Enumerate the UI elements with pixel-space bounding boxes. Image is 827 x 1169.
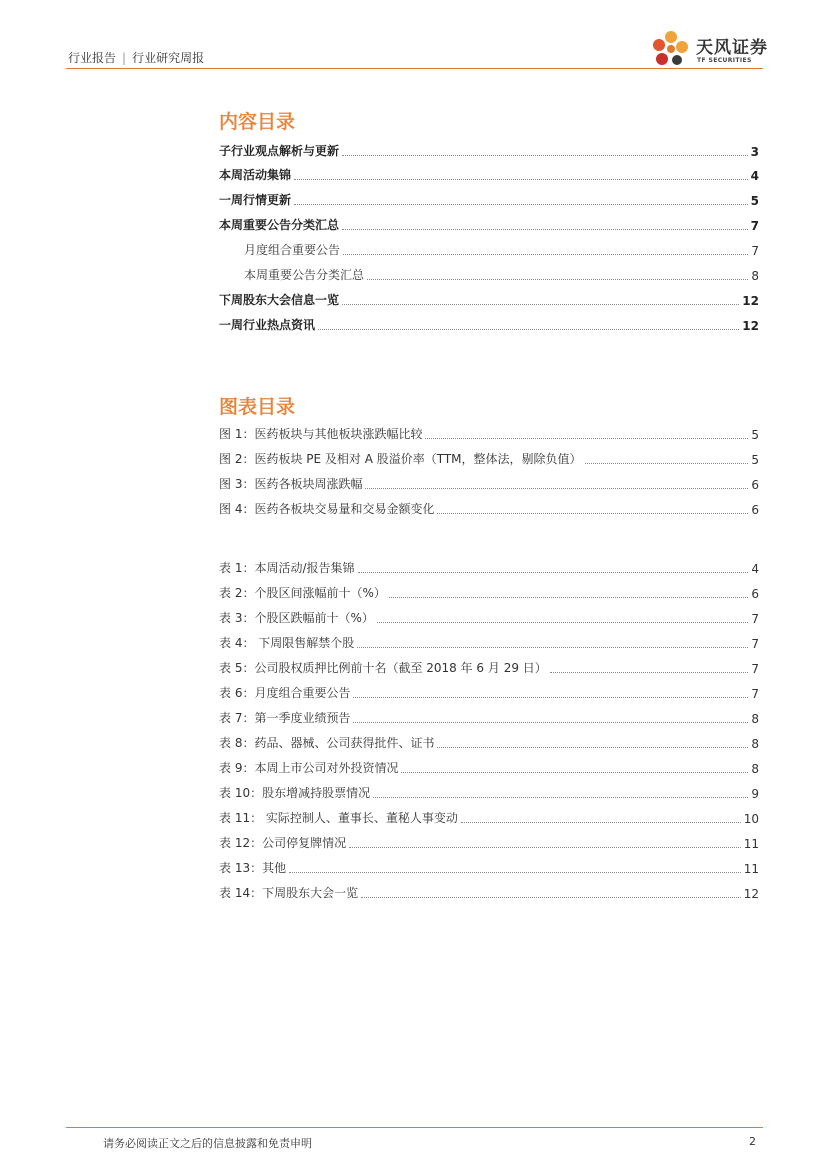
table-entry[interactable]	[219, 683, 759, 701]
table-entry-label: 表 4： 下周限售解禁个股	[219, 636, 355, 650]
figure-entry[interactable]	[219, 424, 759, 442]
toc-item[interactable]	[219, 290, 759, 308]
figures-title: 图表目录	[219, 396, 296, 418]
table-entry[interactable]	[219, 708, 759, 726]
toc-item-label: 一周行业热点资讯	[219, 318, 316, 332]
toc-item-label: 本周重要公告分类汇总	[244, 268, 365, 282]
table-entry[interactable]	[219, 833, 759, 851]
header-category: 行业报告	[68, 51, 117, 65]
toc-leader	[367, 279, 748, 280]
toc-leader	[437, 513, 748, 514]
table-entry-label: 表 12：公司停复牌情况	[219, 836, 347, 850]
page-number: 2	[749, 1135, 756, 1148]
footer-disclaimer: 请务必阅读正文之后的信息披露和免责申明	[103, 1137, 312, 1150]
table-entry-page: 4	[751, 562, 759, 576]
table-entry-label: 表 9：本周上市公司对外投资情况	[219, 761, 399, 775]
figure-entry-label: 图 4：医药各板块交易量和交易金额变化	[219, 502, 435, 516]
company-logo	[648, 29, 766, 69]
figure-entry-label: 图 3：医药各板块周涨跌幅	[219, 477, 363, 491]
toc-item[interactable]	[219, 215, 759, 233]
table-entry[interactable]	[219, 558, 759, 576]
toc-leader	[389, 597, 749, 598]
figure-entry-label: 图 1：医药板块与其他板块涨跌幅比较	[219, 427, 423, 441]
toc-subitem[interactable]	[244, 240, 759, 258]
toc-leader	[343, 254, 748, 255]
toc-item-page: 5	[750, 194, 759, 208]
table-entry[interactable]	[219, 883, 759, 901]
table-entry-page: 7	[751, 662, 759, 676]
toc-leader	[550, 672, 749, 673]
toc-leader	[358, 572, 749, 573]
toc-leader	[353, 722, 748, 723]
toc-leader	[365, 488, 748, 489]
toc-leader	[401, 772, 748, 773]
figure-entry-label: 图 2：医药板块 PE 及相对 A 股溢价率（TTM，整体法，剔除负值）	[219, 452, 582, 466]
toc-item-page: 3	[750, 145, 759, 159]
table-entry-page: 8	[751, 762, 759, 776]
toc-item-label: 本周重要公告分类汇总	[219, 218, 340, 232]
table-entry-page: 10	[743, 812, 759, 826]
table-entry-label: 表 14：下周股东大会一览	[219, 886, 359, 900]
table-entry-page: 7	[751, 612, 759, 626]
toc-item-page: 4	[750, 169, 759, 183]
table-entry-label: 表 13：其他	[219, 861, 287, 875]
toc-item[interactable]	[219, 141, 759, 159]
table-entry-page: 8	[751, 712, 759, 726]
table-entry-page: 11	[743, 862, 759, 876]
table-entry-page: 11	[743, 837, 759, 851]
toc-leader	[342, 229, 748, 230]
table-entry-label: 表 10：股东增减持股票情况	[219, 786, 371, 800]
toc-item-label: 月度组合重要公告	[244, 243, 341, 257]
toc-item[interactable]	[219, 315, 759, 333]
toc-leader	[318, 329, 739, 330]
table-entry[interactable]	[219, 733, 759, 751]
toc-leader	[353, 697, 748, 698]
toc-item-label: 下周股东大会信息一览	[219, 293, 340, 307]
table-entry[interactable]	[219, 633, 759, 651]
header-separator: |	[122, 51, 127, 65]
toc-leader	[361, 897, 741, 898]
header-divider	[66, 68, 763, 69]
toc-item-page: 8	[751, 269, 759, 283]
table-entry[interactable]	[219, 783, 759, 801]
toc-leader	[437, 747, 748, 748]
table-entry-label: 表 7：第一季度业绩预告	[219, 711, 351, 725]
table-entry[interactable]	[219, 858, 759, 876]
toc-leader	[377, 622, 749, 623]
toc-item-page: 7	[751, 244, 759, 258]
table-entry-label: 表 8：药品、器械、公司获得批件、证书	[219, 736, 435, 750]
table-entry-label: 表 1：本周活动/报告集锦	[219, 561, 355, 575]
logo-subtext: TF SECURITIES	[697, 57, 752, 64]
logo-text: 天风证券	[696, 38, 768, 58]
toc-leader	[585, 463, 749, 464]
figure-entry[interactable]	[219, 449, 759, 467]
figure-entry[interactable]	[219, 474, 759, 492]
toc-leader	[349, 847, 741, 848]
table-entry-page: 6	[751, 587, 759, 601]
header-subcategory: 行业研究周报	[132, 51, 205, 65]
table-entry[interactable]	[219, 583, 759, 601]
toc-title: 内容目录	[219, 111, 296, 133]
toc-item-page: 12	[742, 294, 759, 308]
toc-leader	[342, 304, 739, 305]
table-entry[interactable]	[219, 808, 759, 826]
table-entry-page: 7	[751, 637, 759, 651]
toc-leader	[342, 155, 748, 156]
footer-divider	[66, 1127, 763, 1128]
table-entry-label: 表 2：个股区间涨幅前十（%）	[219, 586, 386, 600]
toc-leader	[425, 438, 748, 439]
toc-item-page: 7	[750, 219, 759, 233]
toc-leader	[357, 647, 748, 648]
table-entry-label: 表 6：月度组合重要公告	[219, 686, 351, 700]
table-entry-page: 8	[751, 737, 759, 751]
toc-leader	[294, 179, 748, 180]
toc-item-page: 12	[742, 319, 759, 333]
toc-leader	[461, 822, 741, 823]
toc-item-label: 一周行情更新	[219, 193, 292, 207]
toc-subitem[interactable]	[244, 265, 759, 283]
table-entry-label: 表 5：公司股权质押比例前十名（截至 2018 年 6 月 29 日）	[219, 661, 547, 675]
figure-entry-page: 5	[751, 428, 759, 442]
table-entry[interactable]	[219, 608, 759, 626]
figure-entry[interactable]	[219, 499, 759, 517]
figure-entry-page: 6	[751, 503, 759, 517]
toc-item[interactable]	[219, 190, 759, 208]
toc-leader	[373, 797, 748, 798]
toc-item-label: 本周活动集锦	[219, 168, 292, 182]
table-entry-label: 表 3：个股区跌幅前十（%）	[219, 611, 374, 625]
report-category	[68, 49, 204, 66]
toc-leader	[289, 872, 741, 873]
logo-flower-icon	[648, 29, 694, 69]
table-entry[interactable]	[219, 758, 759, 776]
table-entry[interactable]	[219, 658, 759, 676]
table-entry-page: 7	[751, 687, 759, 701]
table-entry-page: 9	[751, 787, 759, 801]
figure-entry-page: 5	[751, 453, 759, 467]
toc-item[interactable]	[219, 165, 759, 183]
table-entry-label: 表 11： 实际控制人、董事长、董秘人事变动	[219, 811, 458, 825]
toc-item-label: 子行业观点解析与更新	[219, 144, 340, 158]
table-entry-page: 12	[743, 887, 759, 901]
figure-entry-page: 6	[751, 478, 759, 492]
toc-leader	[294, 204, 748, 205]
